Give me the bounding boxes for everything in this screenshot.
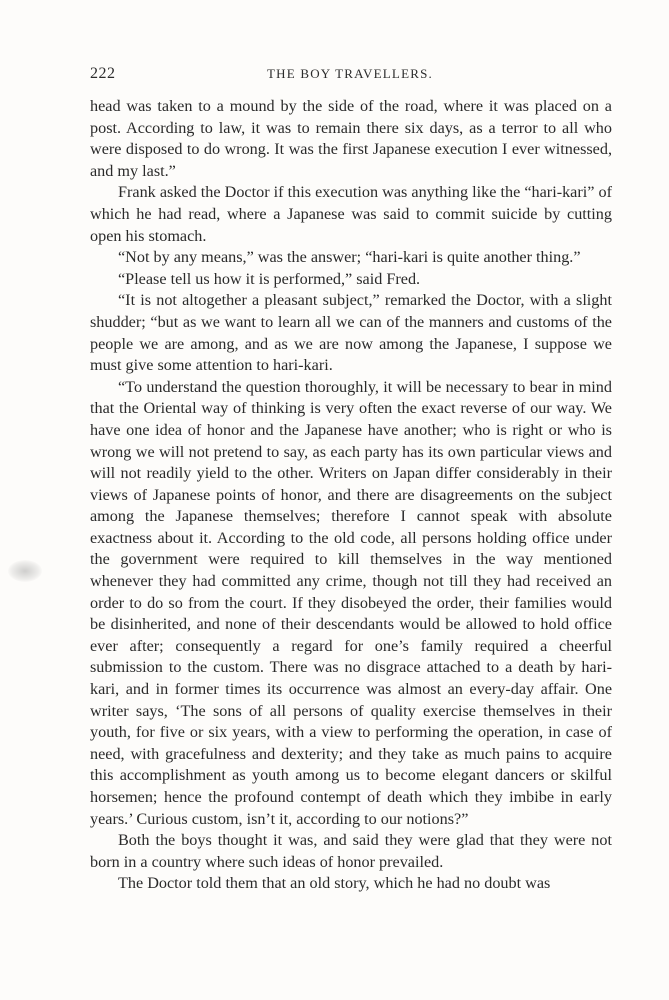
paragraph: Frank asked the Doctor if this execution was anything like the “hari-kari” of which he had read, where a Japanese was said to commit suicide by cutting open his stomach. xyxy=(90,183,612,245)
paragraph: “It is not altogether a pleasant subject,” remarked the Doctor, with a slight shudder; “but as we want to learn all we can of the manners and customs of the people we are among, and as we are now among the Japanese, I suppose we must give some attention to hari-kari. xyxy=(90,291,612,375)
paragraph: Both the boys thought it was, and said they were glad that they were not born in a country where such ideas of honor prevailed. xyxy=(90,831,612,871)
paragraph: head was taken to a mound by the side of the road, where it was placed on a post. According to law, it was to remain there six days, as a terror to all who were disposed to do wrong. It was the first Japanese execution I ever witnessed, and my last.” xyxy=(90,97,612,180)
page-number: 222 xyxy=(90,65,116,82)
paragraph: “Not by any means,” was the answer; “hari-kari is quite another thing.” xyxy=(118,248,581,267)
paragraph: The Doctor told them that an old story, which he had no doubt was xyxy=(118,874,551,893)
running-title: THE BOY TRAVELLERS. xyxy=(267,66,433,81)
paragraph: “Please tell us how it is performed,” said Fred. xyxy=(118,269,421,288)
page-smudge-mark xyxy=(8,560,42,582)
paragraph: “To understand the question thoroughly, it will be necessary to bear in mind that the Oriental way of thinking is very often the exact reverse of our way. We have one idea of honor and the Japanese have another; who is right or who is wrong we will not pretend to say, as each party has its own particular views and will not readily yield to the other. Writers on Japan differ considerably in their views of Japanese points of honor, and there are disagreements on the subject among the Japanese themselves; therefore I cannot speak with absolute exactness about it. According to the old code, all persons holding office under the government were required to kill themselves in the way mentioned whenever they had committed any crime, though not till they had received an order to do so from the court. If they disobeyed the order, their families would be disinherited, and none of their descendants would be allowed to hold office ever after; consequently a regard for one’s family required a cheerful submission to the custom. There was no disgrace attached to a death by hari-kari, and in former times its occurrence was almost an every-day affair. One writer says, ‘The sons of all persons of quality exercise themselves in their youth, for five or six years, with a view to performing the operation, in case of need, with gracefulness and dexterity; and they take as much pains to acquire this accomplishment as youth among us to become elegant dancers or skilful horsemen; hence the profound contempt of death which they imbibe in early years.’ Curious custom, isn’t it, according to our notions?” xyxy=(90,377,612,828)
body-text xyxy=(90,96,612,895)
running-head xyxy=(90,65,610,87)
